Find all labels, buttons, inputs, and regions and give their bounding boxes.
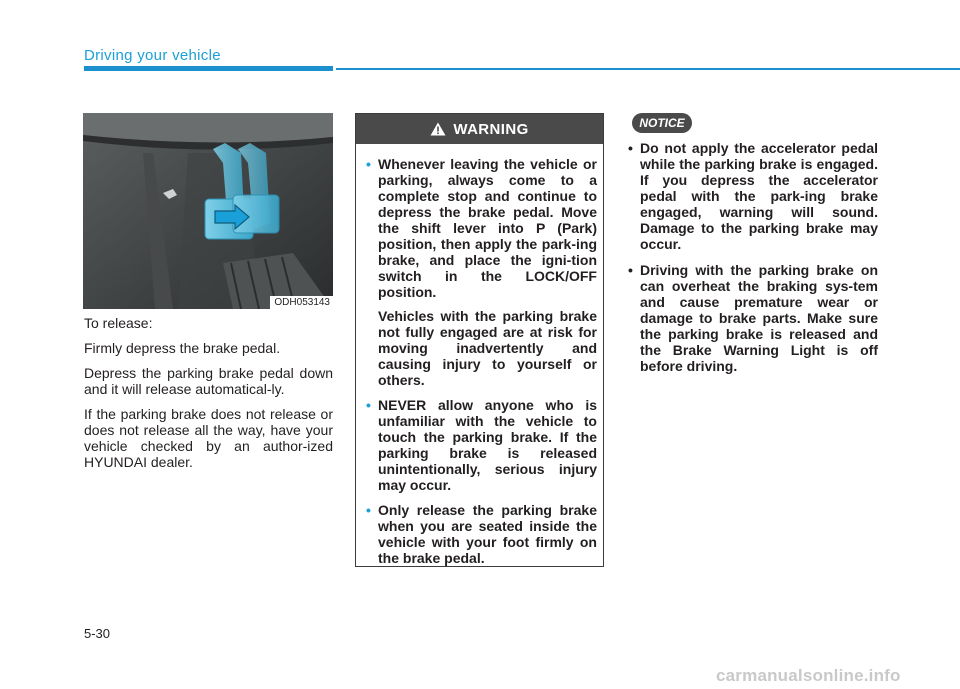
warning-text: Only release the parking brake when you are seated inside the vehicle with your foot firmly on the brake pedal.: [378, 502, 597, 566]
notice-text: Driving with the parking brake on can overheat the braking sys-tem and cause premature wear or damage to brake parts. Make sure the parking brake is released and the Brake Warning Light is off before driving.: [640, 262, 878, 374]
parking-brake-illustration: [83, 113, 333, 309]
bullet-icon: •: [628, 140, 633, 156]
release-dealer-note: If the parking brake does not release or does not release all the way, have your vehicle checked by an author-ized HYUNDAI dealer.: [84, 406, 333, 470]
warning-item: [366, 156, 597, 388]
warning-text: Vehicles with the parking brake not fully engaged are at risk for moving inadvertently and causing injury to yourself or others.: [378, 308, 597, 388]
parking-brake-pedal-figure: [83, 113, 333, 309]
header-rule-thick: [84, 66, 333, 71]
figure-code-label: ODH053143: [270, 296, 333, 309]
section-title: Driving your vehicle: [84, 47, 221, 64]
warning-item: [366, 502, 597, 566]
page-number: 5-30: [84, 626, 111, 641]
notice-item: [626, 140, 878, 252]
warning-list: [356, 156, 603, 566]
release-heading: To release:: [84, 315, 153, 331]
notice-item: [626, 262, 878, 374]
release-step-2: Depress the parking brake pedal down and it will release automatical-ly.: [84, 365, 333, 397]
bullet-icon: •: [366, 502, 371, 518]
bullet-icon: •: [366, 397, 371, 413]
warning-text: NEVER allow anyone who is unfamiliar with the vehicle to touch the parking brake. If the parking brake is released unintentionally, serious injury may occur.: [378, 397, 597, 493]
watermark: carmanualsonline.info: [716, 666, 901, 685]
header-rule-thin: [336, 68, 960, 70]
release-instructions: [84, 315, 333, 479]
warning-item: [366, 397, 597, 493]
notice-text: Do not apply the accelerator pedal while the parking brake is engaged. If you depress the accelerator pedal with the park-ing brake engaged, warning will sound. Damage to the parking brake may occur.: [640, 140, 878, 252]
warning-title: WARNING: [453, 120, 529, 138]
bullet-icon: •: [628, 262, 633, 278]
release-step-1: Firmly depress the brake pedal.: [84, 340, 281, 356]
warning-box: [355, 113, 604, 567]
notice-list: [626, 140, 878, 384]
warning-header: [356, 114, 603, 144]
warning-text: Whenever leaving the vehicle or parking, always come to a complete stop and continue to depress the brake pedal. Move the shift lever into P (Park) position, then apply the park-ing brake, and place the igni-tion switch in the LOCK/OFF position.: [378, 156, 597, 300]
notice-badge: NOTICE: [632, 113, 692, 133]
bullet-icon: •: [366, 156, 371, 172]
warning-triangle-icon: [430, 122, 446, 136]
